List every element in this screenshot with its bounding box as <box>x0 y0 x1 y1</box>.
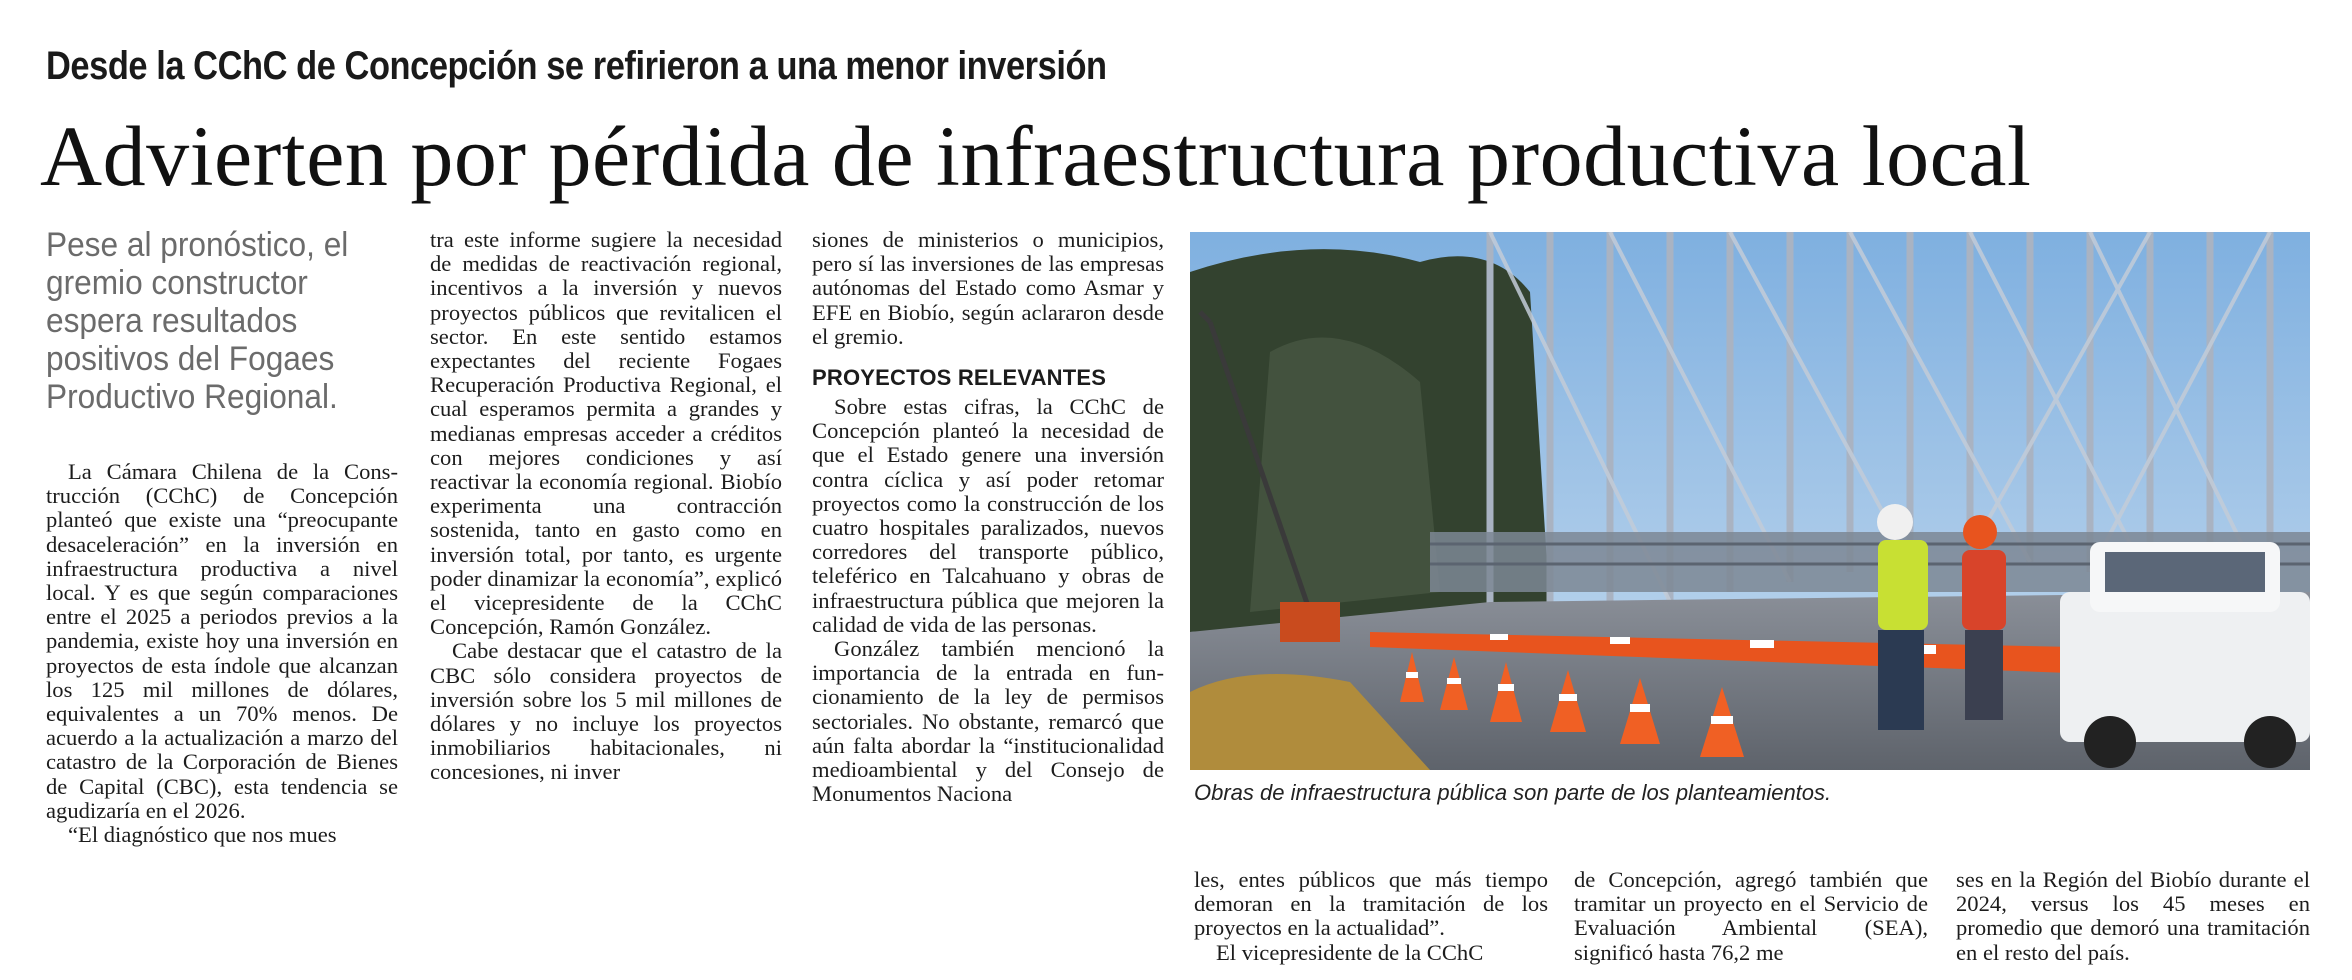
bridge-construction-illustration <box>1190 232 2310 770</box>
paragraph: de Concepción, agregó también que tramitar un proyecto en el Servicio de Evaluación Ambiental (SEA), significó hasta 76,2 me <box>1574 867 1928 965</box>
article-kicker: Desde la CChC de Concepción se refirieron a una menor inversión <box>46 44 1107 88</box>
column-5 <box>1574 868 1928 965</box>
article-headline: Advierten por pérdida de infraestructura productiva local <box>40 108 2032 204</box>
paragraph: “El diagnóstico que nos mues <box>68 822 337 848</box>
column-2 <box>430 228 782 785</box>
paragraph: Sobre estas cifras, la CChC de Concepción planteó la necesidad de que el Estado genere una inversión contra cíclica y así poder retomar proyectos como la construcción de los cuatro hospitales paralizados, nuevos corredores del transporte público, teleférico en Talcahuano y obras de infraestructura pública que mejoren la calidad de vida de las personas. <box>812 394 1164 637</box>
paragraph: El vicepresidente de la CChC <box>1216 939 1484 965</box>
subheading: PROYECTOS RELEVANTES <box>812 365 1107 391</box>
paragraph: tra este informe sugiere la necesidad de medidas de reactivación regional, incentivos a la inversión y nuevos proyectos públicos que revitalicen el sector. En este sentido estamos expectantes del reciente Fogaes Recuperación Productiva Regional, el cual esperamos permita a grandes y medianas empresas acceder a créditos con mejores condiciones y así reactivar la economía regional. Biobío experimenta una contracción sostenida, tanto en gasto como en inversión total, por tanto, es urgente poder dinamizar la economía”, explicó el vicepresidente de la CChC Concepción, Ramón González. <box>430 227 782 640</box>
photo-caption: Obras de infraestructura pública son parte de los planteamientos. <box>1194 780 1832 805</box>
paragraph: les, entes públicos que más tiempo demoran en la tramitación de los proyectos en la actualidad”. <box>1194 867 1548 941</box>
paragraph: Cabe destacar que el catastro de la CBC sólo considera proyectos de inversión sobre los 5 mil millones de dólares y no incluye los proyectos inmobiliarios habitacionales, ni concesiones, ni inver <box>430 638 782 785</box>
article-lead: Pese al pronóstico, el gremio constructor espera resultados positivos del Fogaes Productivo Regional. <box>46 226 349 416</box>
paragraph: siones de ministerios o municipios, pero sí las inversiones de las empresas autónomas del Estado como Asmar y EFE en Biobío, según aclararon desde el gremio. <box>812 227 1164 349</box>
column-6 <box>1956 868 2310 965</box>
paragraph: ses en la Región del Biobío durante el 2024, versus los 45 meses en promedio que demoró una tramitación en el resto del país. <box>1956 867 2310 965</box>
column-3 <box>812 228 1164 806</box>
article-photo <box>1190 232 2310 770</box>
paragraph: La Cámara Chilena de la Construcción (CChC) de Concepción planteó que existe una “preocupante desaceleración” en la inversión en infraestructura productiva a nivel local. Y es que según comparaciones entre el 2025 a periodos previos a la pandemia, existe hoy una inversión en proyectos de esta índole que alcanzan los 125 mil millones de dólares, equivalentes a un 70% menos. De acuerdo a la actualización a marzo del catastro de la Corporación de Bienes de Capital (CBC), esta tendencia se agudizaría en el 2026. <box>46 459 398 823</box>
column-4 <box>1194 868 1548 965</box>
column-1 <box>46 460 398 847</box>
paragraph: González también mencionó la importancia de la entrada en funcionamiento de la ley de permisos sectoriales. No obstante, remarcó que aún falta abordar la “institucionalidad medioambiental y del Consejo de Monumentos Naciona <box>812 636 1164 807</box>
